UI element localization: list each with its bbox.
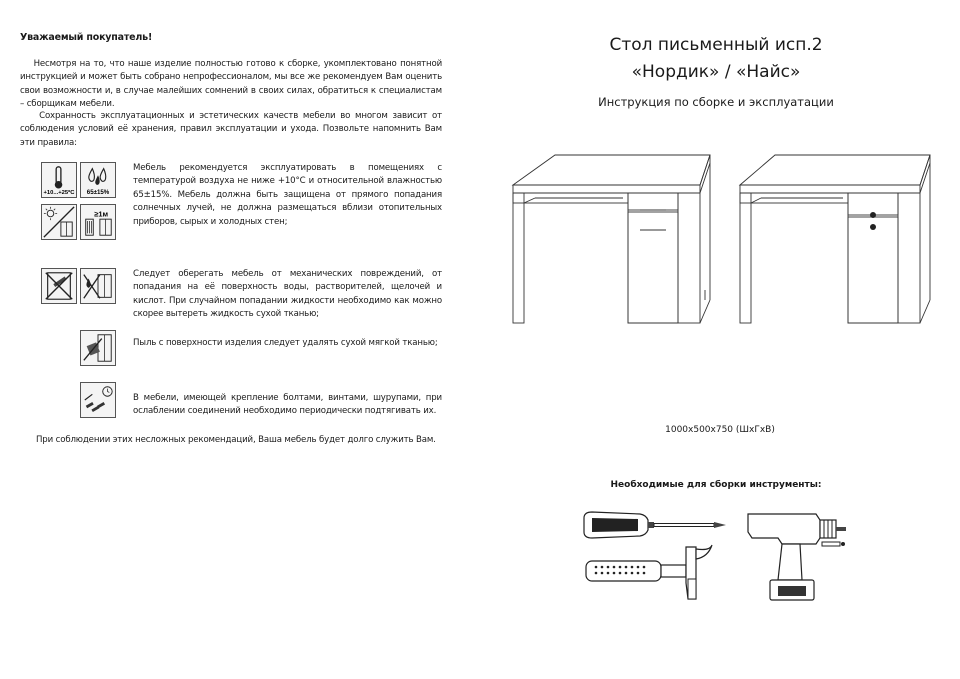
recommendation-fasteners: В мебели, имеющей крепление болтами, винтами, шурупами, при ослаблении соединений необходимо периодически подтягивать их.	[133, 393, 442, 417]
page-title	[560, 32, 872, 86]
recommendation-damage: Следует оберегать мебель от механических повреждений, от попадания на её поверхность воды, растворителей, щелочей и кислот. При случайном попадании жидкости необходимо как можно скорее вытереть жидкость сухой тканью;	[133, 269, 442, 320]
title-line-1: Стол письменный исп.2	[609, 35, 823, 55]
drill-icon	[742, 508, 850, 604]
scratch-forbidden-icon	[41, 268, 77, 304]
desk-drawing-nice	[735, 150, 935, 335]
title-line-2: «Нордик» / «Найс»	[631, 62, 801, 82]
desk-drawing-nordic	[505, 150, 720, 335]
recommendation-dust: Пыль с поверхности изделия следует удалять сухой мягкой тканью;	[133, 338, 438, 348]
humidity-label: 65±15%	[86, 189, 110, 197]
greeting: Уважаемый покупатель!	[20, 32, 153, 43]
water-forbidden-icon	[80, 268, 116, 304]
temperature-label: +10...+25ºС	[43, 190, 75, 197]
hammer-icon	[582, 543, 717, 603]
thermometer-icon	[41, 162, 77, 198]
page-subtitle: Инструкция по сборке и эксплуатации	[598, 95, 834, 109]
closing-text: При соблюдении этих несложных рекомендаций, Ваша мебель будет долго служить Вам.	[36, 435, 436, 445]
screws-tighten-icon	[80, 382, 116, 418]
dimensions-label: 1000х500х750 (ШхГхВ)	[665, 425, 775, 435]
recommendation-climate: Мебель рекомендуется эксплуатировать в помещениях с температурой воздуха не ниже +10°С и относительной влажностью 65±15%. Мебель должна быть защищена от прямого попадания солнечных лучей, не должна размещаться вблизи отопительных приборов, сырых и холодных стен;	[133, 163, 442, 227]
tools-heading: Необходимые для сборки инструменты:	[610, 480, 822, 490]
heater-distance-icon	[80, 204, 116, 240]
distance-label: ≥1м	[94, 209, 109, 219]
screwdriver-icon	[580, 510, 735, 540]
wipe-cloth-icon	[80, 330, 116, 366]
humidity-drop-icon	[80, 162, 116, 198]
intro-paragraph: Несмотря на то, что наше изделие полностью готово к сборке, укомплектовано понятной инструкцией и может быть собрано непрофессионалом, мы все же рекомендуем Вам оценить свои возможности и, в случае малейших сомнений в своих силах, обратиться к специалистам – сборщикам мебели.	[20, 59, 442, 110]
sun-icon	[41, 204, 77, 240]
care-paragraph: Сохранность эксплуатационных и эстетических качеств мебели во многом зависит от соблюдения условий её хранения, правил эксплуатации и ухода. Позвольте напомнить Вам эти правила:	[20, 111, 442, 148]
